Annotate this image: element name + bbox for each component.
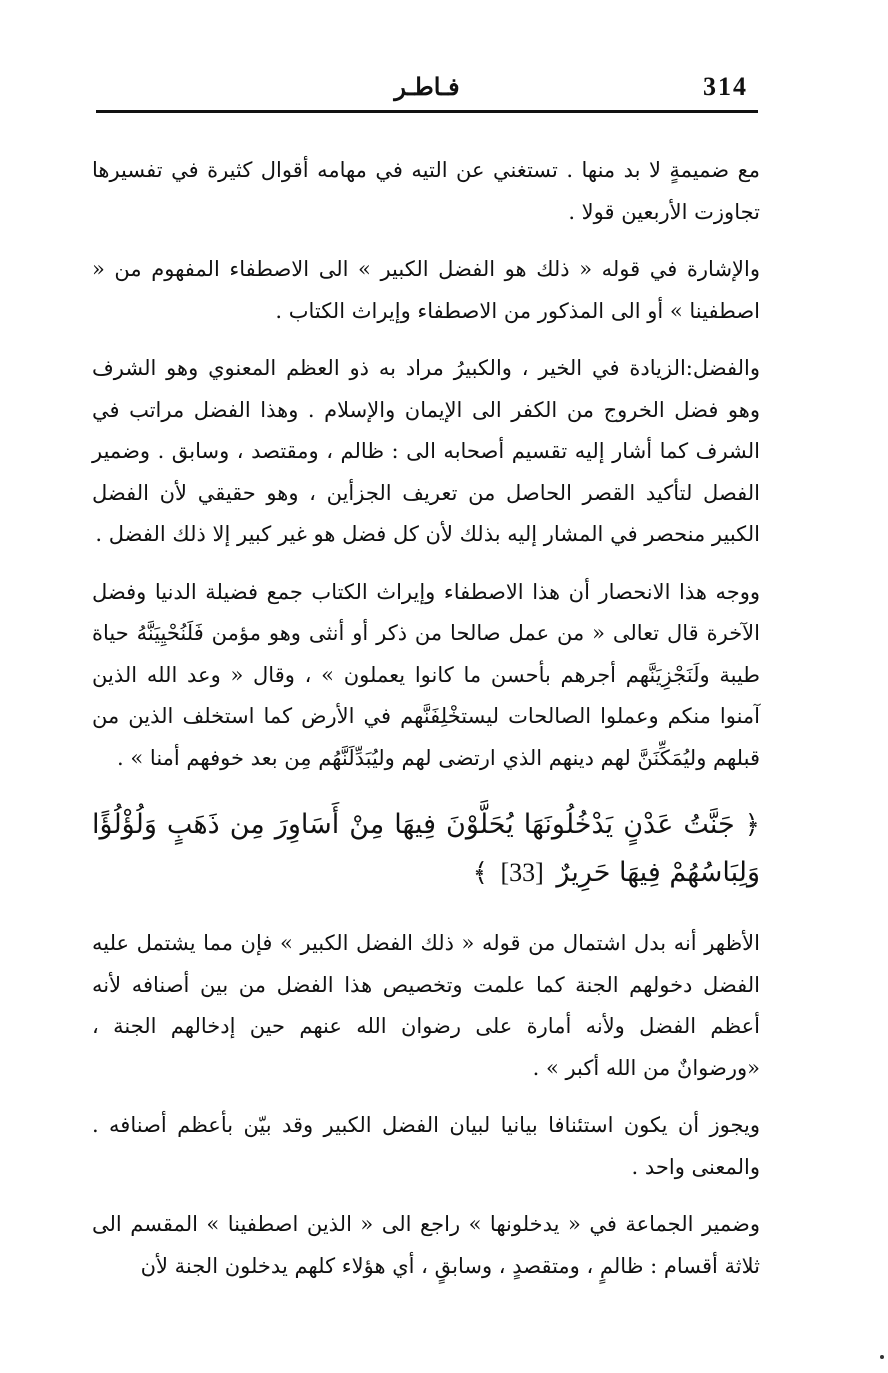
- verse-open-ornament: ﴿: [744, 810, 760, 840]
- verse-close-ornament: ﴾: [472, 858, 488, 888]
- verse-text: جَنَّتُ عَدْنٍ يَدْخُلُونَهَا يُحَلَّوْنَ فِيهَا مِنْ أَسَاوِرَ مِن ذَهَبٍ وَلُؤْلُؤًا وَلِبَاسُهُمْ فِيهَا حَرِيرٌ: [92, 809, 760, 888]
- paragraph-5: الأظهر أنه بدل اشتمال من قوله « ذلك الفضل الكبير » فإن مما يشتمل عليه الفضل دخولهم الجنة كما علمت وتخصيص هذا الفضل من بين أصنافه لأنه أعظم الفضل ولأنه أمارة على رضوان الله عنهم حين إدخالهم الجنة ، «ورضوانٌ من الله أكبر » .: [92, 931, 760, 1080]
- paragraph-6: ويجوز أن يكون استئنافا بيانيا لبيان الفضل الكبير وقد بيّن بأعظم أصنافه . والمعنى واحد .: [92, 1113, 760, 1179]
- paragraph-4: ووجه هذا الانحصار أن هذا الاصطفاء وإيراث الكتاب جمع فضيلة الدنيا وفضل الآخرة قال تعالى « من عمل صالحا من ذكر أو أنثى وهو مؤمن فَلَنُحْيِيَنَّهُ حياة طيبة ولَنَجْزِيَنَّهم أجرهم بأحسن ما كانوا يعملون » ، وقال « وعد الله الذين آمنوا منكم وعملوا الصالحات ليستخْلِفَنَّهم في الأرض كما استخلف الذين من قبلهم وليُمَكِّنَنَّ لهم دينهم الذي ارتضى لهم وليُبَدِّلَنَّهُم مِن بعد خوفهم أمنا » .: [92, 579, 760, 770]
- verse-number: [33]: [500, 858, 544, 887]
- paragraph-1: مع ضميمةٍ لا بد منها . تستغني عن التيه في مهامه أقوال كثيرة في تفسيرها تجاوزت الأربعين قولا .: [92, 158, 760, 224]
- quran-verse: [92, 801, 760, 897]
- page-header: [96, 62, 758, 108]
- page-number: 314: [703, 72, 748, 101]
- paragraph-7: وضمير الجماعة في « يدخلونها » راجع الى « الذين اصطفينا » المقسم الى ثلاثة أقسام : ظالمٍ ، ومتقصدٍ ، وسابقٍ ، أي هؤلاء كلهم يدخلون الجنة لأن: [92, 1212, 760, 1278]
- scan-speck: [880, 1355, 884, 1359]
- page-body: [92, 150, 760, 1303]
- paragraph-2: والإشارة في قوله « ذلك هو الفضل الكبير » الى الاصطفاء المفهوم من « اصطفينا » أو الى المذكور من الاصطفاء وإيراث الكتاب .: [92, 257, 760, 323]
- surah-title: فـاطـر: [394, 72, 460, 101]
- paragraph-3: والفضل:الزيادة في الخير ، والكبيرُ مراد به ذو العظم المعنوي وهو الشرف وهو فضل الخروج من الكفر الى الإيمان والإسلام . وهذا الفضل مراتب في الشرف كما أشار إليه تقسيم أصحابه الى : ظالم ، ومقتصد ، وسابق . وضمير الفصل لتأكيد القصر الحاصل من تعريف الجزأين ، وهو حقيقي لأن الفضل الكبير منحصر في المشار إليه بذلك لأن كل فضل هو غير كبير إلا ذلك الفضل .: [92, 356, 760, 546]
- header-rule: [96, 110, 758, 113]
